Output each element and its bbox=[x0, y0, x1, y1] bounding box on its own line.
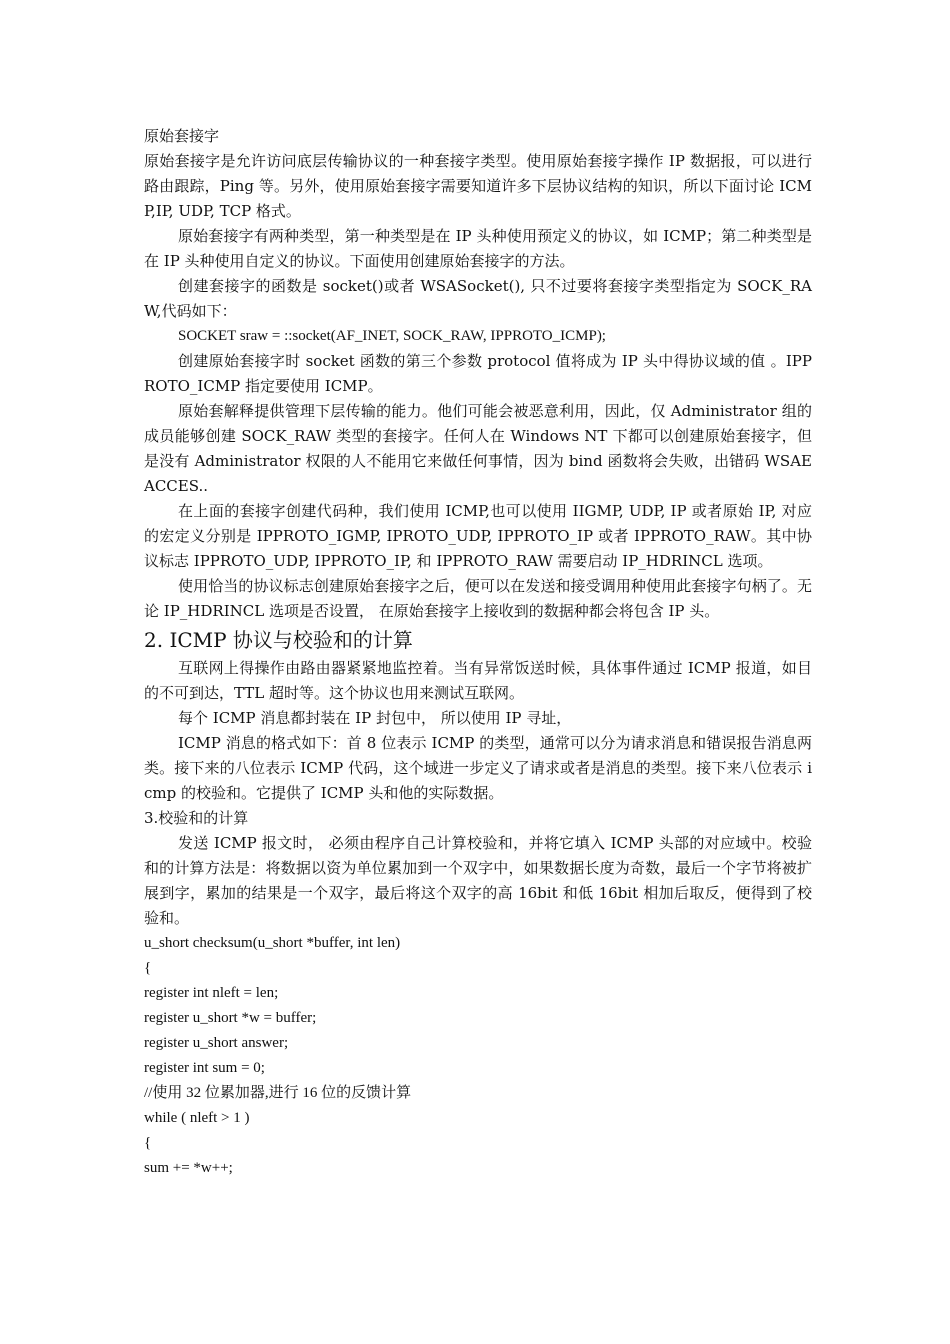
paragraph-protocol-param: 创建原始套接字时 socket 函数的第三个参数 protocol 值将成为 IP 头中得协议域的值 。IPPROTO_ICMP 指定要使用 ICMP。 bbox=[144, 352, 812, 395]
section-heading-icmp: 2. ICMP 协议与校验和的计算 bbox=[144, 628, 413, 652]
code-socket-call: SOCKET sraw = ::socket(AF_INET, SOCK_RAW, IPPROTO_ICMP); bbox=[178, 328, 606, 344]
checksum-code-block bbox=[144, 931, 812, 1181]
section-heading-checksum: 3.校验和的计算 bbox=[144, 809, 249, 827]
code-line: { bbox=[144, 960, 152, 976]
code-line: register u_short answer; bbox=[144, 1035, 289, 1051]
paragraph-raw-socket-types: 原始套接字有两种类型，第一种类型是在 IP 头种使用预定义的协议，如 ICMP；第二种类型是在 IP 头种使用自定义的协议。下面使用创建原始套接字的方法。 bbox=[144, 227, 812, 270]
document-content bbox=[144, 124, 812, 1181]
code-line: register u_short *w = buffer; bbox=[144, 1010, 317, 1026]
paragraph-intro: 原始套接字是允许访问底层传输协议的一种套接字类型。使用原始套接字操作 IP 数据报，可以进行路由跟踪，Ping 等。另外，使用原始套接字需要知道许多下层协议结构的知识，所以下面讨论 ICMP,IP, UDP, TCP 格式。 bbox=[144, 152, 812, 220]
code-line: sum += *w++; bbox=[144, 1160, 233, 1176]
paragraph-icmp-format: ICMP 消息的格式如下：首 8 位表示 ICMP 的类型，通常可以分为请求消息和错误报告消息两类。接下来的八位表示 ICMP 代码，这个域进一步定义了请求或者是消息的类型。接下来八位表示 icmp 的校验和。它提供了 ICMP 头和他的实际数据。 bbox=[144, 734, 812, 802]
code-comment-line: //使用 32 位累加器,进行 16 位的反馈计算 bbox=[144, 1085, 412, 1101]
code-line: { bbox=[144, 1135, 152, 1151]
document-title: 原始套接字 bbox=[144, 127, 220, 145]
paragraph-icmp-purpose: 互联网上得操作由路由器紧紧地监控着。当有异常饭送时候，具体事件通过 ICMP 报道，如目的不可到达，TTL 超时等。这个协议也用来测试互联网。 bbox=[144, 659, 812, 702]
paragraph-admin-permission: 原始套解释提供管理下层传输的能力。他们可能会被恶意利用，因此，仅 Administrator 组的成员能够创建 SOCK_RAW 类型的套接字。任何人在 Windows NT 下都可以创建原始套接字，但是没有 Administrator 权限的人不能用它来做任何事情，因为 bind 函数将会失败，出错码 WSAEACCES.. bbox=[144, 402, 812, 495]
code-line: while ( nleft > 1 ) bbox=[144, 1110, 250, 1126]
paragraph-protocol-options: 在上面的套接字创建代码种，我们使用 ICMP,也可以使用 IIGMP, UDP, IP 或者原始 IP, 对应的宏定义分别是 IPPROTO_IGMP, IPROTO_UDP, IPPROTO_IP 或者 IPPROTO_RAW。其中协议标志 IPPROTO_UDP, IPPROTO_IP, 和 IPPROTO_RAW 需要启动 IP_HDRINCL 选项。 bbox=[144, 502, 812, 570]
paragraph-receive-data: 使用恰当的协议标志创建原始套接字之后，便可以在发送和接受调用种使用此套接字句柄了。无论 IP_HDRINCL 选项是否设置， 在原始套接字上接收到的数据种都会将包含 IP 头。 bbox=[144, 577, 812, 620]
code-line: u_short checksum(u_short *buffer, int len) bbox=[144, 935, 401, 951]
paragraph-create-socket: 创建套接字的函数是 socket()或者 WSASocket(), 只不过要将套接字类型指定为 SOCK_RAW,代码如下： bbox=[144, 277, 812, 320]
code-line: register int sum = 0; bbox=[144, 1060, 265, 1076]
paragraph-icmp-encapsulation: 每个 ICMP 消息都封装在 IP 封包中， 所以使用 IP 寻址， bbox=[178, 709, 572, 727]
code-line: register int nleft = len; bbox=[144, 985, 279, 1001]
paragraph-checksum-method: 发送 ICMP 报文时， 必须由程序自己计算校验和，并将它填入 ICMP 头部的对应域中。校验和的计算方法是：将数据以资为单位累加到一个双字中，如果数据长度为奇数，最后一个字节将被扩展到字，累加的结果是一个双字，最后将这个双字的高 16bit 和低 16bit 相加后取反，便得到了校验和。 bbox=[144, 834, 812, 927]
